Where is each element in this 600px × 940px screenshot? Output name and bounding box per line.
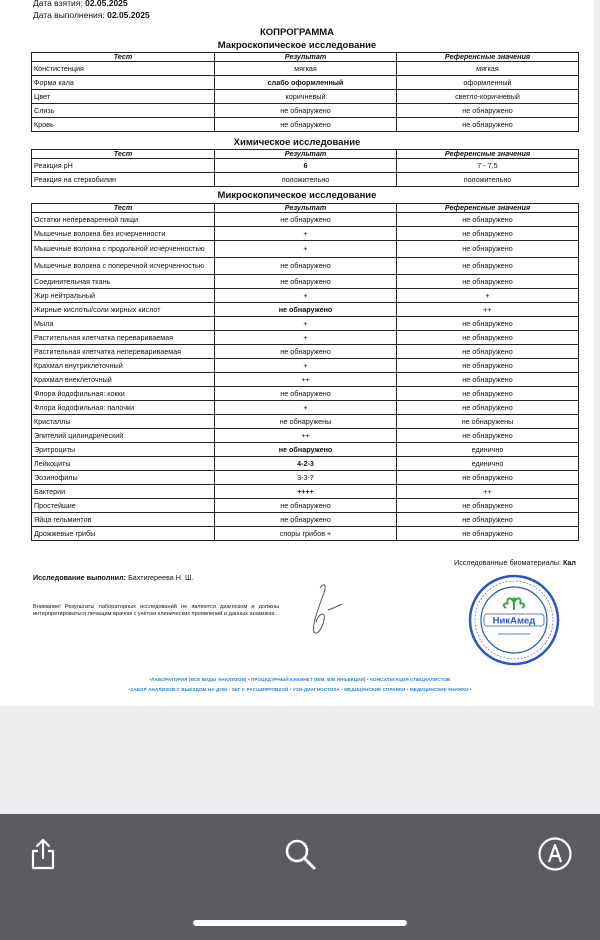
date-done-label: Дата выполнения: xyxy=(33,10,105,20)
stamp-brand: НикАмед xyxy=(492,615,536,627)
cell-result: 3-3-7 xyxy=(215,471,397,485)
cell-test: Реакция рН xyxy=(32,159,215,173)
table-row xyxy=(32,213,579,227)
table-row xyxy=(32,159,579,173)
table-row xyxy=(32,258,579,275)
cell-result: не обнаружено xyxy=(215,104,397,118)
cell-ref: не обнаружены xyxy=(397,415,579,429)
col-header-test: Тест xyxy=(32,150,215,159)
cell-result: не обнаружено xyxy=(215,258,397,275)
cell-result: 4-2-3 xyxy=(215,457,397,471)
date-taken-value: 02.05.2025 xyxy=(85,0,128,8)
cell-ref: не обнаружено xyxy=(397,317,579,331)
cell-ref: не обнаружено xyxy=(397,373,579,387)
cell-result: мягкая xyxy=(215,62,397,76)
date-done xyxy=(33,10,150,20)
table-row xyxy=(32,345,579,359)
cell-test: Жирные кислоты/соли жирных кислот xyxy=(32,303,215,317)
cell-ref: не обнаружено xyxy=(397,359,579,373)
cell-ref: не обнаружено xyxy=(397,104,579,118)
cell-result: ++ xyxy=(215,429,397,443)
cell-ref: не обнаружено xyxy=(397,429,579,443)
table-row xyxy=(32,527,579,541)
date-done-value: 02.05.2025 xyxy=(107,10,150,20)
col-header-ref: Референсные значения xyxy=(397,204,579,213)
cell-test: Флора йодофильная: кокки xyxy=(32,387,215,401)
table-row xyxy=(32,227,579,241)
cell-test: Констистенция xyxy=(32,62,215,76)
cell-test: Крахмал внеклеточный xyxy=(32,373,215,387)
cell-result: не обнаружено xyxy=(215,499,397,513)
cell-result: не обнаружено xyxy=(215,275,397,289)
table-row xyxy=(32,373,579,387)
cell-test: Крахмал внутриклеточный xyxy=(32,359,215,373)
cell-ref: 7 - 7,5 xyxy=(397,159,579,173)
table-row xyxy=(32,289,579,303)
cell-ref: не обнаружено xyxy=(397,345,579,359)
markup-button[interactable] xyxy=(535,834,575,874)
table-row xyxy=(32,118,579,132)
cell-result: не обнаружено xyxy=(215,443,397,457)
cell-result: + xyxy=(215,289,397,303)
cell-result: ++++ xyxy=(215,485,397,499)
cell-ref: светло-коричневый xyxy=(397,90,579,104)
cell-ref: не обнаружено xyxy=(397,499,579,513)
table-row xyxy=(32,62,579,76)
footer-services-line2: •ЗАБОР АНАЛИЗОВ С ВЫЕЗДОМ НА ДОМ • ЭКГ С РАСШИФРОВКОЙ • УЗИ-ДИАГНОСТИКА • МЕДИЦИНСКИЕ СПРАВКИ • МЕДИЦИНСКИЕ КНИЖКИ • xyxy=(128,687,472,692)
micro-table xyxy=(31,203,579,541)
cell-ref: не обнаружено xyxy=(397,401,579,415)
cell-result: не обнаружено xyxy=(215,345,397,359)
clinic-stamp xyxy=(468,574,560,666)
cell-result: + xyxy=(215,241,397,258)
cell-result: + xyxy=(215,359,397,373)
table-row xyxy=(32,76,579,90)
cell-result: не обнаружено xyxy=(215,213,397,227)
cell-test: Простейшие xyxy=(32,499,215,513)
date-taken-label: Дата взятия: xyxy=(33,0,83,8)
table-row xyxy=(32,471,579,485)
table-row xyxy=(32,275,579,289)
cell-test: Мышечные волокна с поперечной исчерченностью xyxy=(32,258,215,275)
macro-section-title: Макроскопическое исследование xyxy=(217,40,377,51)
cell-test: Мышечные волокна с продольной исчерченностью xyxy=(32,241,215,258)
cell-test: Слизь xyxy=(32,104,215,118)
share-icon xyxy=(28,837,58,871)
performed-name: Бахтигереева Н. Ш. xyxy=(128,573,194,582)
biomaterial-value: Кал xyxy=(562,558,576,567)
cell-ref: не обнаружено xyxy=(397,241,579,258)
cell-result: слабо оформленный xyxy=(215,76,397,90)
cell-test: Кровь xyxy=(32,118,215,132)
table-row xyxy=(32,513,579,527)
table-row xyxy=(32,415,579,429)
cell-result: не обнаружено xyxy=(215,118,397,132)
home-indicator[interactable] xyxy=(193,920,407,926)
share-button[interactable] xyxy=(23,834,63,874)
macro-table xyxy=(31,52,579,132)
cell-test: Растительная клетчатка неперевариваемая xyxy=(32,345,215,359)
table-row xyxy=(32,387,579,401)
cell-ref: оформленный xyxy=(397,76,579,90)
footer-services-line1: •ЛАБОРАТОРИЯ (ВСЕ ВИДЫ АНАЛИЗОВ) • ПРОЦЕДУРНЫЙ КАБИНЕТ (В/М, В/В ИНЪЕКЦИИ) • КОНСУЛЬТАЦИЯ СПЕЦИАЛИСТОВ xyxy=(149,677,451,682)
table-row xyxy=(32,104,579,118)
table-row xyxy=(32,90,579,104)
cell-ref: не обнаружено xyxy=(397,213,579,227)
table-row xyxy=(32,457,579,471)
cell-ref: не обнаружено xyxy=(397,258,579,275)
table-row xyxy=(32,241,579,258)
cell-test: Жир нейтральный xyxy=(32,289,215,303)
cell-test: Бактерии xyxy=(32,485,215,499)
cell-result: 6 xyxy=(215,159,397,173)
table-row xyxy=(32,443,579,457)
cell-test: Растительная клетчатка перевариваемая xyxy=(32,331,215,345)
cell-test: Кристаллы xyxy=(32,415,215,429)
col-header-test: Тест xyxy=(32,53,215,62)
cell-ref: + xyxy=(397,289,579,303)
cell-ref: единично xyxy=(397,457,579,471)
micro-section-title: Микроскопическое исследование xyxy=(217,190,377,201)
cell-result: не обнаружено xyxy=(215,303,397,317)
cell-ref: мягкая xyxy=(397,62,579,76)
cell-test: Эпителий цилиндрический xyxy=(32,429,215,443)
cell-result: + xyxy=(215,401,397,415)
col-header-result: Результат xyxy=(215,53,397,62)
cell-result: не обнаружены xyxy=(215,415,397,429)
biomaterial-label: Исследованные биоматериалы: xyxy=(454,558,561,567)
cell-ref: не обнаружено xyxy=(397,227,579,241)
cell-ref: не обнаружено xyxy=(397,387,579,401)
date-taken xyxy=(33,0,128,8)
col-header-result: Результат xyxy=(215,204,397,213)
table-row xyxy=(32,303,579,317)
signature xyxy=(298,580,348,640)
table-row xyxy=(32,331,579,345)
cell-result: + xyxy=(215,317,397,331)
cell-result: + xyxy=(215,227,397,241)
chem-section-title: Химическое исследование xyxy=(233,137,361,148)
cell-ref: ++ xyxy=(397,485,579,499)
cell-test: Реакция на стеркобилин xyxy=(32,173,215,187)
cell-ref: не обнаружено xyxy=(397,331,579,345)
cell-test: Лейкоциты xyxy=(32,457,215,471)
table-row xyxy=(32,317,579,331)
chem-table xyxy=(31,149,579,187)
cell-test: Эозинофилы xyxy=(32,471,215,485)
col-header-ref: Референсные значения xyxy=(397,150,579,159)
cell-test: Соединительная ткань xyxy=(32,275,215,289)
table-row xyxy=(32,173,579,187)
table-row xyxy=(32,485,579,499)
table-row xyxy=(32,499,579,513)
cell-test: Дрожжевые грибы xyxy=(32,527,215,541)
cell-test: Цвет xyxy=(32,90,215,104)
cell-result: положительно xyxy=(215,173,397,187)
cell-ref: не обнаружено xyxy=(397,118,579,132)
cell-test: Флора йодофильная: палочки xyxy=(32,401,215,415)
performed-by xyxy=(33,573,194,582)
table-row xyxy=(32,401,579,415)
col-header-result: Результат xyxy=(215,150,397,159)
markup-icon xyxy=(537,836,573,872)
cell-ref: не обнаружено xyxy=(397,275,579,289)
table-row xyxy=(32,359,579,373)
cell-result: споры грибов + xyxy=(215,527,397,541)
cell-ref: не обнаружено xyxy=(397,513,579,527)
cell-result: не обнаружено xyxy=(215,387,397,401)
cell-ref: положительно xyxy=(397,173,579,187)
cell-ref: не обнаружено xyxy=(397,471,579,485)
performed-label: Исследование выполнил: xyxy=(33,573,127,582)
cell-test: Яйца гельминтов xyxy=(32,513,215,527)
cell-test: Мышечные волокна без исчерченности xyxy=(32,227,215,241)
cell-ref: не обнаружено xyxy=(397,527,579,541)
cell-test: Форма кала xyxy=(32,76,215,90)
cell-result: ++ xyxy=(215,373,397,387)
cell-result: + xyxy=(215,331,397,345)
warning-note: Внимание! Результаты лабораторных исследований не являются диагнозом и должны интерпретироваться лечащим врачом с учётом клинических проявлений и данных анамнеза. xyxy=(33,604,279,618)
cell-ref: ++ xyxy=(397,303,579,317)
biomaterial xyxy=(454,558,576,567)
cell-result: коричневый xyxy=(215,90,397,104)
cell-test: Мыла xyxy=(32,317,215,331)
col-header-test: Тест xyxy=(32,204,215,213)
search-button[interactable] xyxy=(280,834,320,874)
cell-result: не обнаружено xyxy=(215,513,397,527)
cell-ref: единично xyxy=(397,443,579,457)
table-row xyxy=(32,429,579,443)
cell-test: Остатки непереваренной пищи xyxy=(32,213,215,227)
col-header-ref: Референсные значения xyxy=(397,53,579,62)
document-title: КОПРОГРАММА xyxy=(259,27,335,38)
cell-test: Эритроциты xyxy=(32,443,215,457)
search-icon xyxy=(283,837,317,871)
